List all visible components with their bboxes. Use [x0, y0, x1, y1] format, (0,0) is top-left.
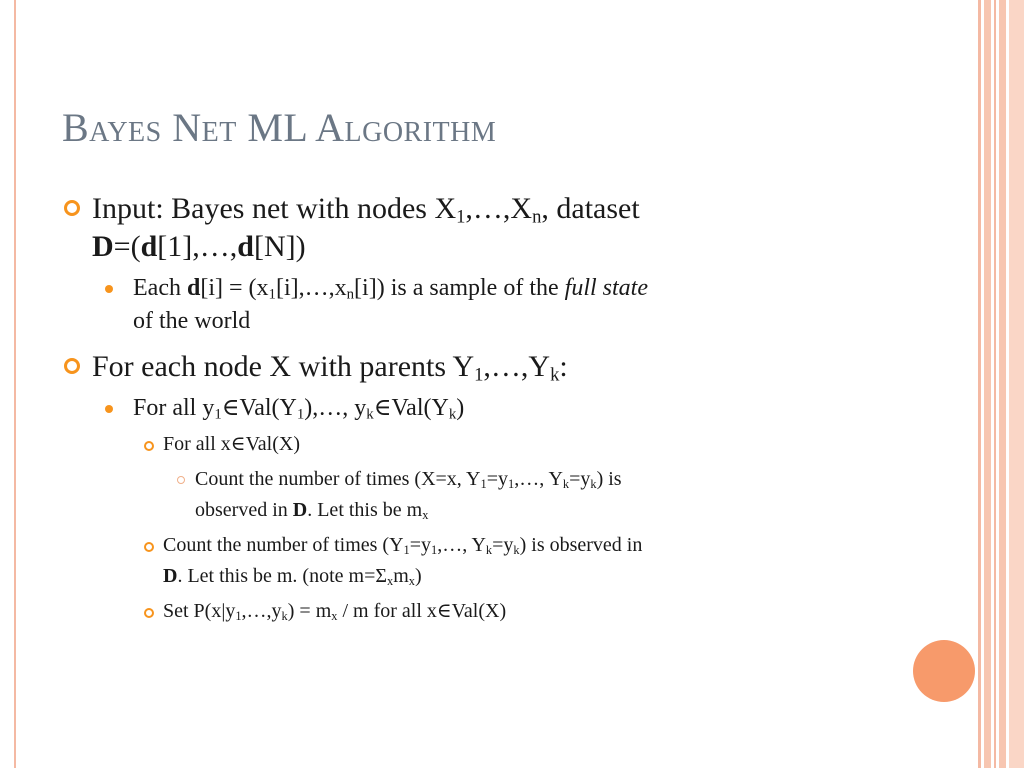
bullet-dot-icon: [105, 405, 113, 413]
right-stripe: [978, 0, 981, 768]
bullet-for-all-x: For all x∈Val(X): [62, 429, 882, 460]
bullet-each-sample: Each $d[i] = (x_1[i],\dots,x_n[i])$ is a sample of the full state: [62, 272, 882, 305]
bullet-count-parents: Count the number of times ($Y_1=y_1,\dots$, $Y_k=y_k$) is observed in: [62, 530, 882, 561]
bullet-each-sample-continued: of the world: [133, 308, 251, 334]
left-border-line: [14, 0, 16, 768]
slide-title: Bayes Net ML Algorithm: [62, 105, 497, 150]
right-stripe: [1009, 0, 1024, 768]
bullet-input: Input: Bayes net with nodes $X_1,\dots,X_n$, dataset: [62, 190, 882, 228]
bullet-input-continued: D=(d[1],…,d[N]): [92, 230, 306, 263]
bullet-small-ring-icon: [144, 441, 154, 451]
right-stripe: [999, 0, 1006, 768]
right-stripe: [984, 0, 991, 768]
bullet-count-x-continued: observed in D. Let this be $m_x$: [195, 499, 429, 523]
bullet-small-ring-icon: [144, 608, 154, 618]
bullet-dot-icon: [105, 285, 113, 293]
right-stripe: [994, 0, 996, 768]
bullet-for-all-y: For all $y_1\in Val(Y_1),\dots$, $y_k\in Val(Y_k)$: [62, 392, 882, 425]
bullet-set-probability: Set $P(x|y_1,\dots,y_k) = m_x / m$ for all x∈Val(X): [62, 596, 882, 627]
bullet-ring-icon: [64, 358, 80, 374]
slide-body: [62, 190, 882, 627]
bullet-count-x: Count the number of times (X=x, $Y_1=y_1,\dots$, $Y_k=y_k$) is: [62, 464, 882, 495]
bullet-for-each-node: For each node X with parents $Y_1,\dots,Y_k$:: [62, 348, 882, 386]
bullet-tiny-ring-icon: [177, 476, 185, 484]
bullet-count-parents-continued: D. Let this be m. (note $m=\Sigma_xm_x$): [163, 565, 422, 589]
bullet-small-ring-icon: [144, 542, 154, 552]
decorative-circle: [913, 640, 975, 702]
bullet-ring-icon: [64, 200, 80, 216]
